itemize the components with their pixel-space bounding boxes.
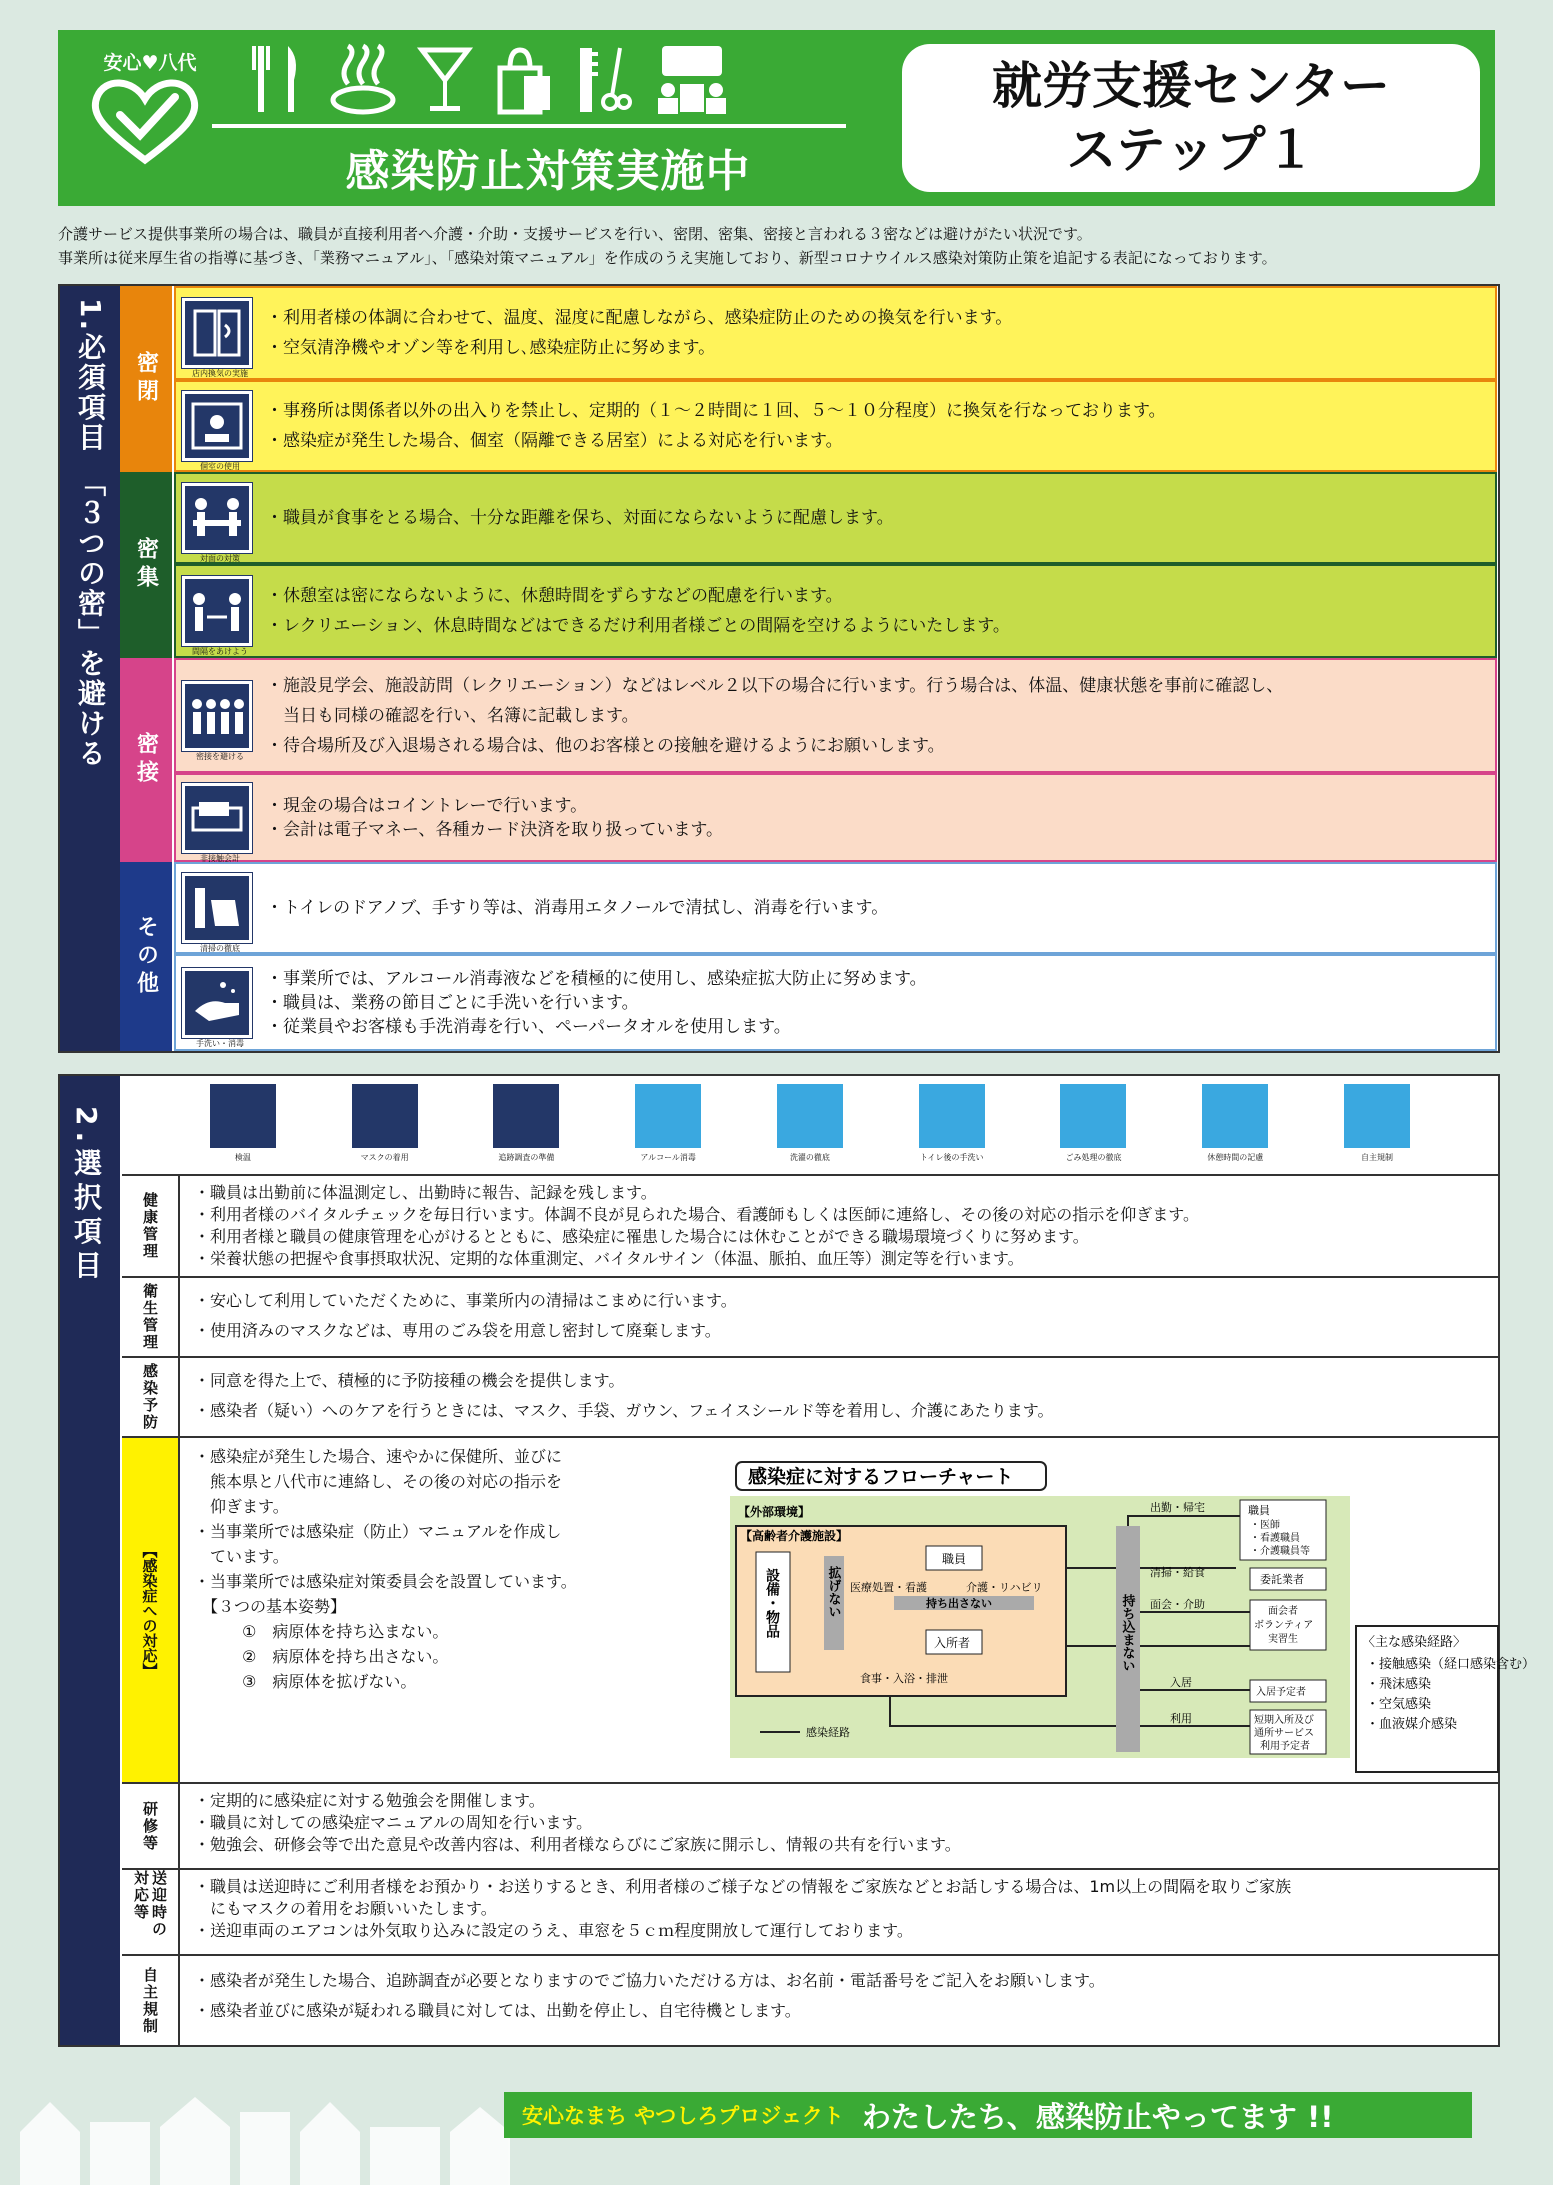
break-time-icon [1197, 1076, 1273, 1174]
icon-label: アルコール消毒 [640, 1153, 696, 1162]
row-line: ③ 病原体を拡げない。 [194, 1672, 417, 1691]
measure-icon-bar [122, 1076, 1498, 1176]
row-line: 【３つの基本姿勢】 [194, 1597, 347, 1616]
row-line: ・定期的に感染症に対する勉強会を開催します。 [194, 1791, 545, 1810]
comb-scissors-icon [576, 44, 630, 116]
clean-label: 清掃・給食 [1150, 1567, 1205, 1579]
hand-wash-icon [182, 968, 252, 1048]
row-line: ・職員は送迎時にご利用者様をお預かり・お送りするとき、利用者様のご様子などの情報をご家族などとお話しする場合は、1m以上の間隔を取りご家族 [194, 1877, 1292, 1896]
shopping-bag-icon [494, 44, 554, 116]
row-label: 衛生管理 [122, 1278, 180, 1356]
row-line: ・感染者が発生した場合、追跡調査が必要となりますのでご協力いただける方は、お名前・電話番号をご記入をお願いします。 [194, 1971, 1105, 1990]
row-line: にもマスクの着用をお願いいたします。 [194, 1899, 497, 1918]
row-body [180, 1278, 747, 1356]
category-other: その他 [120, 862, 172, 1051]
row-line: ・職員に対しての感染症マニュアルの周知を行います。 [194, 1813, 593, 1832]
cleaning-icon [182, 873, 252, 953]
intro-line: 事業所は従来厚生省の指導に基づき、「業務マニュアル」、「感染対策マニュアル」を作成のうえ実施しており、新型コロナウイルス感染対策防止策を追記する表記になっております。 [58, 249, 1277, 267]
intro-line: 介護サービス提供事業所の場合は、職員が直接利用者へ介護・介助・支援サービスを行い、密閉、密集、密接と言われる３密などは避けがたい状況です。 [58, 225, 1092, 243]
required-row [174, 773, 1497, 862]
optional-row [122, 1956, 1498, 2045]
row-label: 【感染症への対応】 [122, 1438, 180, 1782]
row-line: ・休憩室は密にならないように、休憩時間をずらすなどの配慮を行います。 [266, 586, 843, 606]
short-stay-line: 利用予定者 [1260, 1741, 1310, 1752]
required-row [174, 472, 1497, 564]
row-text [266, 581, 1010, 641]
row-line: ・安心して利用していただくために、事業所内の清掃はこまめに行います。 [194, 1291, 737, 1310]
infection-flowchart [730, 1456, 1536, 1776]
infection-response-row [122, 1438, 1536, 1784]
row-text [266, 967, 927, 1039]
visitor-line: 面会者 [1268, 1606, 1298, 1617]
icon-caption: 密接を避ける [196, 751, 244, 761]
icon-caption: 対面の対策 [200, 554, 240, 563]
required-row [174, 954, 1497, 1051]
section2-side-label: 2.選択項目 [60, 1076, 120, 2045]
short-stay-line: 通所サービス [1254, 1728, 1314, 1739]
row-body [180, 1784, 971, 1868]
no-bring-label: 持ち込まない [1120, 1594, 1136, 1672]
row-line: ・利用者様のバイタルチェックを毎日行います。体調不良が見られた場合、看護師もしくは医師に連絡し、その後の対応の指示を仰ぎます。 [194, 1205, 1199, 1224]
row-line: ・送迎車両のエアコンは外気取り込みに設定のうえ、車窓を５ｃｍ程度開放して運行しております。 [194, 1921, 913, 1940]
optional-row [122, 1870, 1498, 1956]
out-label: 持ち出さない [926, 1598, 992, 1610]
route-item: ・血液媒介感染 [1366, 1716, 1458, 1731]
icon-label: 自主規制 [1361, 1153, 1393, 1162]
icon-label: 検温 [234, 1153, 251, 1162]
category-closed: 密閉 [120, 286, 172, 472]
row-label: 感染予防 [122, 1358, 180, 1436]
icon-label: 追跡調査の準備 [498, 1153, 555, 1162]
use-label: 利用 [1170, 1713, 1192, 1725]
thermometer-icon [205, 1076, 281, 1174]
row-line: ・レクリエーション、休息時間などはできるだけ利用者様ごとの間隔を空けるようにいたします。 [266, 616, 1010, 636]
fork-knife-icon [248, 44, 308, 116]
row-line: 仰ぎます。 [194, 1497, 289, 1516]
required-row [174, 564, 1497, 658]
row-line: ・感染者並びに感染が疑われる職員に対しては、出勤を停止し、自宅待機とします。 [194, 2001, 801, 2020]
resident-node-label: 入所者 [934, 1636, 971, 1650]
icon-caption: 手洗い・消毒 [196, 1038, 244, 1048]
row-body [180, 1176, 1209, 1276]
icon-caption: 間隔をあけよう [192, 647, 248, 656]
icon-caption: 店内換気の実施 [192, 369, 248, 378]
row-line: ・トイレのドアノブ、手すり等は、消毒用エタノールで清拭し、消毒を行います。 [266, 898, 889, 918]
category-close-contact: 密接 [120, 658, 172, 862]
legend-label: 感染経路 [806, 1727, 850, 1739]
required-row [174, 658, 1497, 773]
row-line: ① 病原体を持ち込まない。 [194, 1622, 449, 1641]
row-line: ・施設見学会、施設訪問（レクリエーション）などはレベル２以下の場合に行います。行う場合は、体温、健康状態を事前に確認し、 [266, 675, 1284, 696]
row-line: ・感染症が発生した場合、速やかに保健所、並びに [194, 1447, 563, 1466]
ventilation-icon [182, 298, 252, 378]
row-line: ています。 [194, 1547, 289, 1566]
row-line: ・職員が食事をとる場合、十分な距離を保ち、対面にならないように配慮します。 [266, 508, 894, 528]
staff-list-item: ・介護職員等 [1250, 1546, 1310, 1557]
avoid-contact-icon [182, 681, 252, 761]
short-stay-line: 短期入所及び [1254, 1715, 1314, 1726]
route-item: ・飛沫感染 [1366, 1676, 1432, 1691]
section-optional [58, 1074, 1536, 2047]
row-label: 送迎時の対応等 [122, 1870, 180, 1954]
banner-text: 感染防止対策実施中 [345, 146, 751, 197]
required-row [174, 380, 1497, 472]
row-line: ・当事業所では感染症対策委員会を設置しています。 [194, 1572, 577, 1591]
private-room-icon [182, 391, 252, 471]
alcohol-icon [630, 1076, 706, 1174]
row-line: ・利用者様と職員の健康管理を心がけるとともに、感染症に罹患した場合には休むことができる職場環境づくりに努めます。 [194, 1227, 1089, 1246]
facility-title-line1: 就労支援センター [992, 57, 1390, 115]
row-line: ・従業員やお客様も手洗消毒を行い、ペーパータオルを使用します。 [266, 1016, 791, 1037]
row-body [180, 1358, 1064, 1436]
row-text [266, 503, 894, 533]
response-text [194, 1444, 634, 1694]
route-item: ・接触感染（経口感染含む） [1366, 1656, 1536, 1671]
face-to-face-icon [182, 483, 252, 563]
row-line: ・会計は電子マネー、各種カード決済を取り扱っています。 [266, 819, 723, 840]
visit-label: 面会・介助 [1150, 1599, 1205, 1611]
row-text [266, 396, 1166, 456]
row-line: ・使用済みのマスクなどは、専用のごみ袋を用意し密封して廃棄します。 [194, 1321, 721, 1340]
intro-text [58, 222, 1495, 270]
service-icon-row [248, 44, 848, 116]
row-line: 熊本県と八代市に連絡し、その後の対応の指示を [194, 1472, 563, 1491]
row-body [180, 1870, 1301, 1954]
care-label: 介護・リハビリ [966, 1582, 1043, 1594]
equipment-label: 設備・物品 [765, 1568, 781, 1638]
staff-outer-label: 職員 [1248, 1505, 1270, 1517]
trash-icon [1055, 1076, 1131, 1174]
row-line: ・現金の場合はコイントレーで行います。 [266, 795, 588, 816]
hot-spring-icon [330, 44, 396, 116]
spread-label: 拡げない [826, 1566, 842, 1618]
row-line: ・感染症が発生した場合、個室（隔離できる居室）による対応を行います。 [266, 431, 843, 451]
facility-title [902, 44, 1480, 192]
cocktail-icon [418, 44, 472, 116]
meeting-icon [652, 44, 732, 116]
optional-row [122, 1278, 1498, 1358]
visitor-line: ボランティア [1254, 1620, 1314, 1631]
row-line: ・空気清浄機やオゾン等を利用し､感染症防止に努めます。 [266, 338, 716, 358]
icon-caption: 個室の使用 [200, 462, 240, 471]
required-row [174, 286, 1497, 380]
row-line: ② 病原体を持ち出さない。 [194, 1647, 449, 1666]
contractor-label: 委託業者 [1260, 1574, 1304, 1586]
heart-check-icon [85, 75, 205, 165]
row-text [266, 303, 1012, 363]
tracking-icon [488, 1076, 564, 1174]
commute-label: 出勤・帰宅 [1150, 1502, 1205, 1514]
staff-list-item: ・看護職員 [1250, 1533, 1300, 1544]
routes-title: 〈主な感染経路〉 [1362, 1634, 1467, 1649]
row-text [266, 893, 888, 923]
project-name: 安心なまち やつしろプロジェクト [522, 2104, 844, 2128]
row-line: ・職員は、業務の節目ごとに手洗いを行います。 [266, 992, 639, 1013]
section-required [58, 284, 1500, 1053]
admit-label: 入居 [1170, 1677, 1192, 1689]
visitor-line: 実習生 [1268, 1634, 1298, 1645]
logo [85, 48, 215, 173]
icon-caption: 清掃の徹底 [200, 944, 240, 953]
slogan-text: わたしたち、感染防止やってます !! [861, 2099, 1334, 2134]
mask-icon [347, 1076, 423, 1174]
icon-label: ごみ処理の徹底 [1065, 1153, 1122, 1162]
row-line: ・事務所は関係者以外の出入りを禁止し、定期的（１～２時間に１回、５～１０分程度）に換気を行なっております。 [266, 401, 1166, 421]
plan-admit-label: 入居予定者 [1256, 1687, 1306, 1698]
contactless-payment-icon [182, 783, 252, 863]
meal-label: 食事・入浴・排泄 [860, 1673, 948, 1685]
staff-list-item: ・医師 [1250, 1520, 1280, 1531]
footer-slogan [504, 2092, 1472, 2138]
self-restraint-icon [1339, 1076, 1415, 1174]
row-line: ・待合場所及び入退場される場合は、他のお客様との接触を避けるようにお願いします。 [266, 735, 945, 756]
row-line: 当日も同様の確認を行い、名簿に記載します。 [266, 705, 639, 726]
row-label: 自主規制 [122, 1956, 180, 2045]
required-row [174, 862, 1497, 954]
row-body [180, 1956, 1115, 2045]
row-line: ・当事業所では感染症（防止）マニュアルを作成し [194, 1522, 562, 1541]
logo-text: 安心♥八代 [103, 52, 197, 74]
row-line: ・事業所では、アルコール消毒液などを積極的に使用し、感染症拡大防止に努めます。 [266, 968, 927, 989]
laundry-icon [772, 1076, 848, 1174]
row-line: ・職員は出勤前に体温測定し、出勤時に報告、記録を残します。 [194, 1183, 657, 1202]
icon-label: トイレ後の手洗い [919, 1153, 984, 1162]
facility-title-line2: ステップ１ [1066, 121, 1316, 179]
row-label: 研修等 [122, 1784, 180, 1868]
optional-row [122, 1176, 1498, 1278]
inner-label: 【高齢者介護施設】 [740, 1529, 849, 1543]
outer-label: 【外部環境】 [738, 1505, 811, 1519]
optional-row [122, 1784, 1498, 1870]
icon-label: 洗濯の徹底 [789, 1153, 830, 1162]
medical-label: 医療処置・看護 [850, 1582, 927, 1594]
row-text [266, 794, 723, 842]
distance-icon [182, 576, 252, 656]
toilet-hand-wash-icon [914, 1076, 990, 1174]
optional-row [122, 1358, 1498, 1438]
staff-node-label: 職員 [942, 1552, 967, 1566]
route-item: ・空気感染 [1366, 1696, 1432, 1711]
flowchart-title: 感染症に対するフローチャート [748, 1467, 1014, 1488]
icon-label: マスクの着用 [360, 1153, 409, 1162]
row-label: 健康管理 [122, 1176, 180, 1276]
row-line: ・感染者（疑い）へのケアを行うときには、マスク、手袋、ガウン、フェイスシールド等を着用し、介護にあたります。 [194, 1401, 1054, 1420]
category-crowded: 密集 [120, 472, 172, 658]
header-divider [212, 124, 846, 128]
icon-label: 休憩時間の記慮 [1207, 1153, 1264, 1162]
section1-side-label: 1.必須項目 「３つの密」を避ける [60, 286, 120, 1051]
row-line: ・利用者様の体調に合わせて、温度、湿度に配慮しながら、感染症防止のための換気を行います。 [266, 308, 1013, 328]
row-line: ・栄養状態の把握や食事摂取状況、定期的な体重測定、バイタルサイン（体温、脈拍、血圧等）測定等を行います。 [194, 1249, 1024, 1268]
row-line: ・同意を得た上で、積極的に予防接種の機会を提供します。 [194, 1371, 625, 1390]
row-line: ・勉強会、研修会等で出た意見や改善内容は、利用者様ならびにご家族に開示し、情報の共有を行います。 [194, 1835, 961, 1854]
icon-caption: 非接触会計 [200, 853, 240, 863]
row-text [266, 671, 1283, 761]
